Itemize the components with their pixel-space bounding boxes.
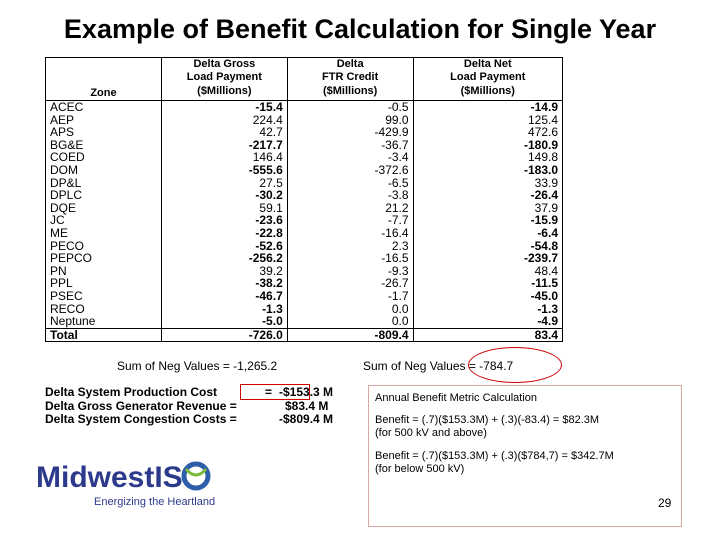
zone-cell: JC xyxy=(46,214,162,227)
net-cell: 83.4 xyxy=(413,328,562,342)
ftr-cell: 99.0 xyxy=(287,114,413,127)
net-cell: -11.5 xyxy=(413,277,562,290)
zone-cell: DP&L xyxy=(46,177,162,190)
zone-cell: BG&E xyxy=(46,139,162,152)
gross-cell: -1.3 xyxy=(161,303,287,316)
sum-neg-gross: Sum of Neg Values = -1,265.2 xyxy=(117,359,278,373)
ftr-cell: 21.2 xyxy=(287,202,413,215)
header-gross-line-3: ($Millions) xyxy=(197,84,252,97)
ftr-cell: 0.0 xyxy=(287,315,413,328)
delta-value: -$809.4 M xyxy=(279,412,334,426)
sum-neg-net: Sum of Neg Values = -784.7 xyxy=(363,359,514,373)
net-cell: 149.8 xyxy=(413,151,562,164)
table-row xyxy=(46,315,563,328)
zone-cell: RECO xyxy=(46,303,162,316)
delta-label: Delta System Production Cost xyxy=(45,385,218,399)
header-zone: Zone xyxy=(46,58,162,101)
header-gross xyxy=(161,58,287,101)
delta-label: Delta Gross Generator Revenue = xyxy=(45,398,237,413)
gross-cell: -46.7 xyxy=(161,290,287,303)
benefit-note-2: (for below 500 kV) xyxy=(375,463,465,475)
table-row xyxy=(46,177,563,190)
logo-tagline: Energizing the Heartland xyxy=(94,496,216,508)
gross-cell: -555.6 xyxy=(161,164,287,177)
header-net-line-3: ($Millions) xyxy=(460,84,515,97)
net-cell: 48.4 xyxy=(413,265,562,278)
benefit-table xyxy=(45,57,563,342)
page-number: 29 xyxy=(658,496,672,510)
gross-cell: 39.2 xyxy=(161,265,287,278)
gross-cell: -256.2 xyxy=(161,252,287,265)
benefit-formula-2: Benefit = (.7)($153.3M) + (.3)($784,7) = $342.7M xyxy=(375,450,614,462)
benefit-calculation-panel xyxy=(368,385,682,527)
gross-cell: 146.4 xyxy=(161,151,287,164)
header-ftr-line-1: Delta xyxy=(336,58,364,70)
table-row xyxy=(46,202,563,215)
net-cell: -183.0 xyxy=(413,164,562,177)
header-net-line-1: Delta Net xyxy=(463,58,512,70)
table-row xyxy=(46,227,563,240)
net-cell: -239.7 xyxy=(413,252,562,265)
gross-cell: -23.6 xyxy=(161,214,287,227)
zone-cell: DPLC xyxy=(46,189,162,202)
gross-cell: -217.7 xyxy=(161,139,287,152)
ftr-cell: -6.5 xyxy=(287,177,413,190)
gross-cell: 27.5 xyxy=(161,177,287,190)
gross-cell: -52.6 xyxy=(161,240,287,253)
zone-cell: PEPCO xyxy=(46,252,162,265)
table-row xyxy=(46,265,563,278)
header-ftr xyxy=(287,58,413,101)
ftr-cell: 2.3 xyxy=(287,240,413,253)
gross-cell: -726.0 xyxy=(161,328,287,342)
table-total-row xyxy=(46,328,563,342)
net-cell: -14.9 xyxy=(413,101,562,114)
gross-cell: -22.8 xyxy=(161,227,287,240)
highlight-box xyxy=(240,384,310,400)
benefit-formula-1: Benefit = (.7)($153.3M) + (.3)(-83.4) = $82.3M xyxy=(375,414,600,426)
header-ftr-line-2: FTR Credit xyxy=(322,71,379,84)
table-row xyxy=(46,114,563,127)
logo-o-accent xyxy=(186,469,206,475)
header-gross-line-1: Delta Gross xyxy=(193,58,256,70)
ftr-cell: -9.3 xyxy=(287,265,413,278)
ftr-cell: -372.6 xyxy=(287,164,413,177)
ftr-cell: -809.4 xyxy=(287,328,413,342)
table-row xyxy=(46,277,563,290)
header-net-line-2: Load Payment xyxy=(450,71,526,84)
net-cell: -15.9 xyxy=(413,214,562,227)
zone-cell: PPL xyxy=(46,277,162,290)
zone-cell: PN xyxy=(46,265,162,278)
gross-cell: 224.4 xyxy=(161,114,287,127)
table-header-row xyxy=(46,58,563,101)
zone-cell: DOM xyxy=(46,164,162,177)
net-cell: 125.4 xyxy=(413,114,562,127)
gross-cell: -30.2 xyxy=(161,189,287,202)
table-row xyxy=(46,151,563,164)
zone-cell: Total xyxy=(46,328,162,342)
table-row xyxy=(46,303,563,316)
table-row xyxy=(46,139,563,152)
delta-value: -$153.3 M xyxy=(279,385,334,399)
delta-eq: = xyxy=(265,385,273,399)
delta-value: $83.4 M xyxy=(285,398,329,413)
ftr-cell: -3.8 xyxy=(287,189,413,202)
ftr-cell: -0.5 xyxy=(287,101,413,114)
table-row xyxy=(46,101,563,114)
net-cell: -1.3 xyxy=(413,303,562,316)
zone-cell: Neptune xyxy=(46,315,162,328)
table-row xyxy=(46,290,563,303)
table-body xyxy=(46,101,563,342)
gross-cell: -15.4 xyxy=(161,101,287,114)
panel-heading: Annual Benefit Metric Calculation xyxy=(375,392,538,404)
table-row xyxy=(46,189,563,202)
zone-cell: AEP xyxy=(46,114,162,127)
net-cell: -4.9 xyxy=(413,315,562,328)
header-net xyxy=(413,58,562,101)
midwest-iso-logo-graphic xyxy=(34,457,216,513)
table-row xyxy=(46,126,563,139)
ftr-cell: -3.4 xyxy=(287,151,413,164)
ftr-cell: 0.0 xyxy=(287,303,413,316)
net-cell: 472.6 xyxy=(413,126,562,139)
zone-cell: PECO xyxy=(46,240,162,253)
ftr-cell: -429.9 xyxy=(287,126,413,139)
net-cell: 37.9 xyxy=(413,202,562,215)
header-ftr-line-3: ($Millions) xyxy=(322,84,378,97)
slide-title: Example of Benefit Calculation for Single Year xyxy=(63,14,657,44)
table-row xyxy=(46,252,563,265)
zone-cell: PSEC xyxy=(46,290,162,303)
delta-label: Delta System Congestion Costs = xyxy=(45,412,237,426)
ftr-cell: -1.7 xyxy=(287,290,413,303)
net-cell: -45.0 xyxy=(413,290,562,303)
midwest-iso-logo xyxy=(34,457,216,513)
gross-cell: 42.7 xyxy=(161,126,287,139)
net-cell: -26.4 xyxy=(413,189,562,202)
table-row xyxy=(46,240,563,253)
gross-cell: -5.0 xyxy=(161,315,287,328)
table-row xyxy=(46,214,563,227)
zone-cell: DQE xyxy=(46,202,162,215)
ftr-cell: -16.5 xyxy=(287,252,413,265)
net-cell: -54.8 xyxy=(413,240,562,253)
header-gross-line-2: Load Payment xyxy=(186,71,262,84)
zone-cell: COED xyxy=(46,151,162,164)
gross-cell: -38.2 xyxy=(161,277,287,290)
ftr-cell: -7.7 xyxy=(287,214,413,227)
logo-wordmark: MidwestIS xyxy=(36,461,183,494)
ftr-cell: -26.7 xyxy=(287,277,413,290)
zone-cell: ACEC xyxy=(46,101,162,114)
net-cell: -180.9 xyxy=(413,139,562,152)
benefit-note-1: (for 500 kV and above) xyxy=(375,427,487,439)
zone-cell: ME xyxy=(46,227,162,240)
net-cell: -6.4 xyxy=(413,227,562,240)
table-row xyxy=(46,164,563,177)
net-cell: 33.9 xyxy=(413,177,562,190)
gross-cell: 59.1 xyxy=(161,202,287,215)
ftr-cell: -36.7 xyxy=(287,139,413,152)
highlight-oval xyxy=(468,347,562,383)
zone-cell: APS xyxy=(46,126,162,139)
ftr-cell: -16.4 xyxy=(287,227,413,240)
